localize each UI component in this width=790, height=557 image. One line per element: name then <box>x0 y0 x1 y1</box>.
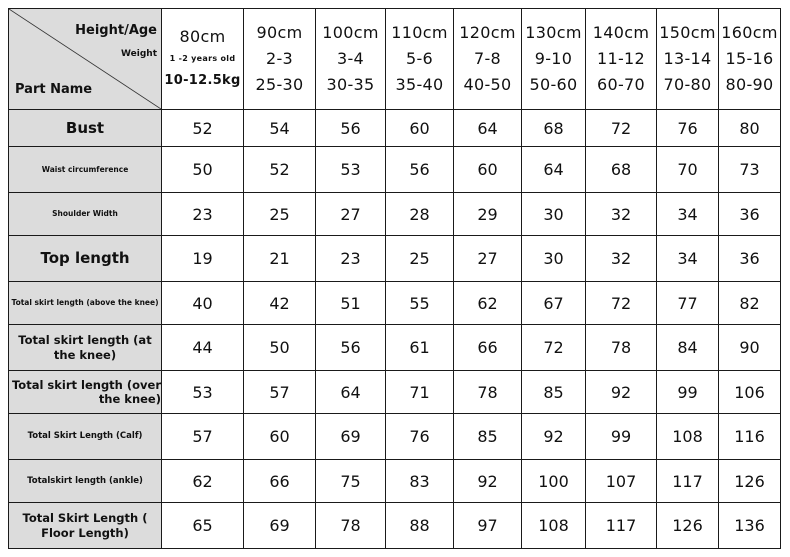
size-column-header <box>386 9 454 110</box>
measurement-cell: 19 <box>162 236 244 282</box>
measurement-cell: 69 <box>316 414 386 460</box>
corner-header-cell <box>9 9 162 110</box>
part-name-cell: Bust <box>9 110 162 147</box>
measurement-cell: 30 <box>522 236 586 282</box>
part-name-cell: Waist circumference <box>9 147 162 193</box>
column-weight: 40-50 <box>463 75 512 94</box>
measurement-cell: 21 <box>244 236 316 282</box>
measurement-cell: 106 <box>719 371 781 414</box>
measurement-cell: 53 <box>162 371 244 414</box>
measurement-cell: 66 <box>244 460 316 503</box>
measurement-cell: 25 <box>386 236 454 282</box>
measurement-cell: 85 <box>522 371 586 414</box>
column-weight: 60-70 <box>597 75 645 94</box>
column-age: 1 -2 years old <box>169 54 236 63</box>
table-row <box>9 371 781 414</box>
measurement-cell: 107 <box>586 460 657 503</box>
part-name-cell: Totalskirt length (ankle) <box>9 460 162 503</box>
measurement-cell: 57 <box>244 371 316 414</box>
measurement-cell: 25 <box>244 193 316 236</box>
size-chart-body <box>9 110 781 549</box>
measurement-cell: 29 <box>454 193 522 236</box>
measurement-cell: 67 <box>522 282 586 325</box>
column-age: 2-3 <box>265 49 294 68</box>
measurement-cell: 55 <box>386 282 454 325</box>
measurement-cell: 76 <box>386 414 454 460</box>
measurement-cell: 70 <box>657 147 719 193</box>
measurement-cell: 60 <box>244 414 316 460</box>
measurement-cell: 42 <box>244 282 316 325</box>
column-age: 7-8 <box>473 49 502 68</box>
measurement-cell: 80 <box>719 110 781 147</box>
measurement-cell: 61 <box>386 325 454 371</box>
measurement-cell: 116 <box>719 414 781 460</box>
part-name-cell: Total skirt length (at the knee) <box>9 325 162 371</box>
measurement-cell: 36 <box>719 236 781 282</box>
measurement-cell: 54 <box>244 110 316 147</box>
measurement-cell: 51 <box>316 282 386 325</box>
measurement-cell: 69 <box>244 503 316 549</box>
measurement-cell: 56 <box>386 147 454 193</box>
column-height: 150cm <box>659 23 716 42</box>
measurement-cell: 92 <box>586 371 657 414</box>
measurement-cell: 53 <box>316 147 386 193</box>
header-row <box>9 9 781 110</box>
measurement-cell: 117 <box>586 503 657 549</box>
height-age-label: Height/Age <box>75 23 157 38</box>
measurement-cell: 50 <box>244 325 316 371</box>
measurement-cell: 34 <box>657 236 719 282</box>
column-weight: 30-35 <box>326 75 375 94</box>
size-chart <box>8 8 781 549</box>
table-row <box>9 414 781 460</box>
measurement-cell: 72 <box>522 325 586 371</box>
size-column-header <box>454 9 522 110</box>
table-row <box>9 460 781 503</box>
measurement-cell: 52 <box>244 147 316 193</box>
part-name-cell: Shoulder Width <box>9 193 162 236</box>
measurement-cell: 126 <box>657 503 719 549</box>
size-column-header <box>719 9 781 110</box>
measurement-cell: 62 <box>454 282 522 325</box>
part-name-cell: Total skirt length (above the knee) <box>9 282 162 325</box>
measurement-cell: 50 <box>162 147 244 193</box>
measurement-cell: 126 <box>719 460 781 503</box>
measurement-cell: 28 <box>386 193 454 236</box>
measurement-cell: 75 <box>316 460 386 503</box>
measurement-cell: 100 <box>522 460 586 503</box>
column-height: 120cm <box>459 23 516 42</box>
measurement-cell: 64 <box>454 110 522 147</box>
measurement-cell: 56 <box>316 325 386 371</box>
measurement-cell: 99 <box>586 414 657 460</box>
table-row <box>9 236 781 282</box>
measurement-cell: 83 <box>386 460 454 503</box>
measurement-cell: 84 <box>657 325 719 371</box>
measurement-cell: 60 <box>386 110 454 147</box>
measurement-cell: 66 <box>454 325 522 371</box>
table-row <box>9 282 781 325</box>
measurement-cell: 27 <box>454 236 522 282</box>
measurement-cell: 30 <box>522 193 586 236</box>
measurement-cell: 117 <box>657 460 719 503</box>
column-age: 9-10 <box>534 49 573 68</box>
measurement-cell: 85 <box>454 414 522 460</box>
column-weight: 10-12.5kg <box>164 73 241 88</box>
measurement-cell: 52 <box>162 110 244 147</box>
part-name-cell: Top length <box>9 236 162 282</box>
column-age: 3-4 <box>336 49 365 68</box>
table-row <box>9 503 781 549</box>
table-row <box>9 325 781 371</box>
measurement-cell: 32 <box>586 236 657 282</box>
column-weight: 70-80 <box>663 75 712 94</box>
column-height: 100cm <box>322 23 379 42</box>
measurement-cell: 23 <box>162 193 244 236</box>
measurement-cell: 23 <box>316 236 386 282</box>
measurement-cell: 27 <box>316 193 386 236</box>
measurement-cell: 136 <box>719 503 781 549</box>
column-height: 90cm <box>256 23 303 42</box>
part-name-cell: Total skirt length (over the knee) <box>9 371 162 414</box>
column-age: 11-12 <box>597 49 645 68</box>
measurement-cell: 78 <box>454 371 522 414</box>
column-height: 80cm <box>179 27 226 46</box>
size-column-header <box>244 9 316 110</box>
size-chart-table <box>8 8 781 549</box>
measurement-cell: 82 <box>719 282 781 325</box>
measurement-cell: 56 <box>316 110 386 147</box>
measurement-cell: 60 <box>454 147 522 193</box>
measurement-cell: 65 <box>162 503 244 549</box>
column-height: 110cm <box>391 23 448 42</box>
measurement-cell: 68 <box>522 110 586 147</box>
table-row <box>9 110 781 147</box>
column-weight: 80-90 <box>725 75 774 94</box>
measurement-cell: 108 <box>657 414 719 460</box>
part-name-label: Part Name <box>15 82 93 97</box>
measurement-cell: 90 <box>719 325 781 371</box>
measurement-cell: 97 <box>454 503 522 549</box>
measurement-cell: 78 <box>586 325 657 371</box>
column-height: 140cm <box>592 23 650 42</box>
measurement-cell: 78 <box>316 503 386 549</box>
size-column-header <box>522 9 586 110</box>
column-height: 160cm <box>721 23 778 42</box>
measurement-cell: 77 <box>657 282 719 325</box>
column-age: 13-14 <box>663 49 712 68</box>
measurement-cell: 64 <box>522 147 586 193</box>
measurement-cell: 62 <box>162 460 244 503</box>
column-height: 130cm <box>525 23 582 42</box>
measurement-cell: 73 <box>719 147 781 193</box>
part-name-cell: Total Skirt Length ( Floor Length) <box>9 503 162 549</box>
column-age: 15-16 <box>725 49 774 68</box>
measurement-cell: 36 <box>719 193 781 236</box>
size-column-header <box>162 9 244 110</box>
weight-label: Weight <box>121 49 157 59</box>
column-weight: 25-30 <box>255 75 304 94</box>
measurement-cell: 68 <box>586 147 657 193</box>
measurement-cell: 72 <box>586 282 657 325</box>
measurement-cell: 92 <box>454 460 522 503</box>
measurement-cell: 72 <box>586 110 657 147</box>
measurement-cell: 108 <box>522 503 586 549</box>
table-row <box>9 193 781 236</box>
part-name-cell: Total Skirt Length (Calf) <box>9 414 162 460</box>
measurement-cell: 44 <box>162 325 244 371</box>
measurement-cell: 40 <box>162 282 244 325</box>
measurement-cell: 71 <box>386 371 454 414</box>
measurement-cell: 92 <box>522 414 586 460</box>
size-column-header <box>657 9 719 110</box>
table-row <box>9 147 781 193</box>
measurement-cell: 34 <box>657 193 719 236</box>
column-age: 5-6 <box>405 49 434 68</box>
measurement-cell: 99 <box>657 371 719 414</box>
size-column-header <box>586 9 657 110</box>
column-weight: 50-60 <box>529 75 578 94</box>
measurement-cell: 76 <box>657 110 719 147</box>
measurement-cell: 88 <box>386 503 454 549</box>
measurement-cell: 57 <box>162 414 244 460</box>
column-weight: 35-40 <box>395 75 444 94</box>
measurement-cell: 64 <box>316 371 386 414</box>
size-column-header <box>316 9 386 110</box>
measurement-cell: 32 <box>586 193 657 236</box>
